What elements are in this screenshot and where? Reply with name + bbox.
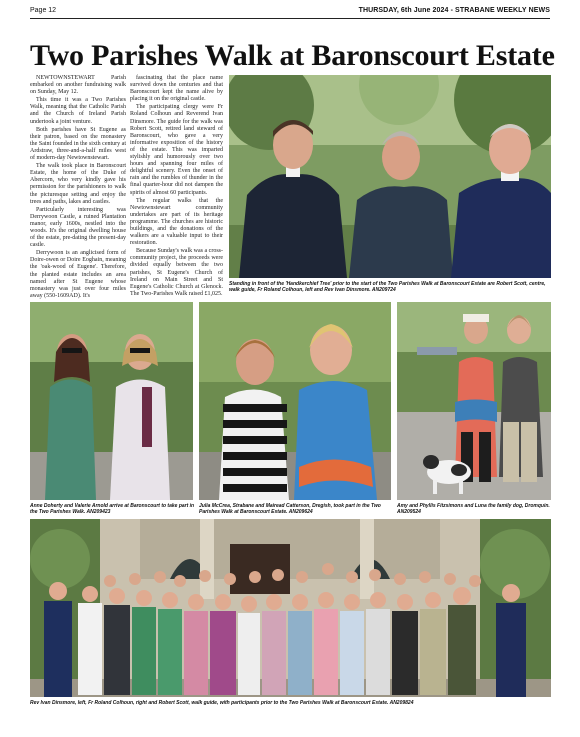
photo-anne-and-valerie: [30, 302, 193, 500]
caption-top-photo: Standing in front of the 'Handkerchief Tree' prior to the start of the Two Parishes Walk at Baronscourt Estate are Robert Scott, centre, walk guide, Fr Roland Colhoun, left and Rev Ivan Dinsmore. AN209724: [229, 281, 546, 293]
paragraph: Both parishes have St Eugene as their patron, based on the monastery the Saint founded in the sixth century at Ardstraw, three-and-a-half miles west of modern-day Newtownstewart.: [30, 126, 126, 162]
paragraph: The participating clergy were Fr Roland Colhoun and Reverend Ivan Dinsmore. The guide for the walk was Robert Scott, retired land steward of Baronscourt, who gave a very informative exposition of the history of the estate. This was imparted stylishly and humorously over two hours and spanning four miles of delightful scenery. Even the onset of rain and the rumbles of thunder in the final quarter-hour did not dampen the spirits of almost 60 participants.: [130, 104, 223, 196]
paragraph: The regular walks that the Newtownstewart community undertakes are part of its heritage programme. The churches are historic buildings, and the donations of the walkers are a valuable input to their restoration.: [130, 197, 223, 247]
photo-julia-and-mairead: [199, 302, 391, 500]
paragraph: Derrywoon is an anglicised form of Doire-owen or Doire Eoghain, meaning the 'oak-wood of Eugene'. Therefore, the planted estate includes an area named after St Eugene whose monastery was just over four miles away (550-1609AD). It's: [30, 250, 126, 299]
caption-amy-phyllis-and-dog: Amy and Phyllis Fitzsimons and Luna the family dog, Dromquin. AN209524: [397, 503, 550, 515]
dateline: THURSDAY, 6th June 2024 - STRABANE WEEKLY NEWS: [358, 7, 550, 14]
page-number: Page 12: [30, 7, 57, 14]
paragraph: NEWTOWNSTEWART Parish embarked on another fundraising walk on Sunday, May 12.: [30, 75, 126, 96]
caption-group-participants: Rev Ivan Dinsmore, left, Fr Roland Colhoun, right and Robert Scott, walk guide, with participants prior to the Two Parishes Walk at Baronscourt Estate. AN209824: [30, 700, 414, 706]
paragraph: This time it was a Two Parishes Walk, meaning that the Catholic Parish and the Church of Ireland Parish undertook a joint venture.: [30, 97, 126, 125]
caption-julia-and-mairead: Julia McCrea, Strabane and Mairead Catterson, Dregish, took part in the Two Parishes Walk at Baronscourt Estate. AN209624: [199, 503, 381, 515]
article-column-2: [130, 75, 223, 299]
article-column-1: [30, 75, 126, 301]
photo-clergy-and-guide: [229, 75, 551, 278]
paragraph: Because Sunday's walk was a cross-community project, the proceeds were divided equally between the two parishes, St Eugene's Church of Ireland on Main Street and St Eugene's Catholic Church at Glenock. The Two-Parishes Walk raised £1,025.: [130, 248, 223, 297]
caption-anne-and-valerie: Anne Doherty and Valerie Arnold arrive at Baronscourt to take part in the Two Parishes Walk. AN209423: [30, 503, 195, 515]
headline: Two Parishes Walk at Baronscourt Estate: [30, 39, 555, 72]
header-rule: [30, 18, 550, 19]
photo-amy-phyllis-and-dog: [397, 302, 551, 500]
paragraph: The walk took place in Baronscourt Estate, the home of the Duke of Abercorn, who very kindly gave his permission for the parishioners to walk the picturesque setting and enjoy the trees and paths, lakes and castles.: [30, 163, 126, 205]
page-folio: [30, 5, 550, 19]
paragraph: fascinating that the place name survived down the centuries and that Baronscourt kept the name alive by placing it on the original castle.: [130, 75, 223, 103]
paragraph: Particularly interesting was Derrywoon Castle, a ruined Plantation manor, early 1600s, nestled into the woods. It's the original dwelling house of the estate, pre-dating the present-day castle.: [30, 206, 126, 249]
photo-group-participants: [30, 519, 551, 697]
